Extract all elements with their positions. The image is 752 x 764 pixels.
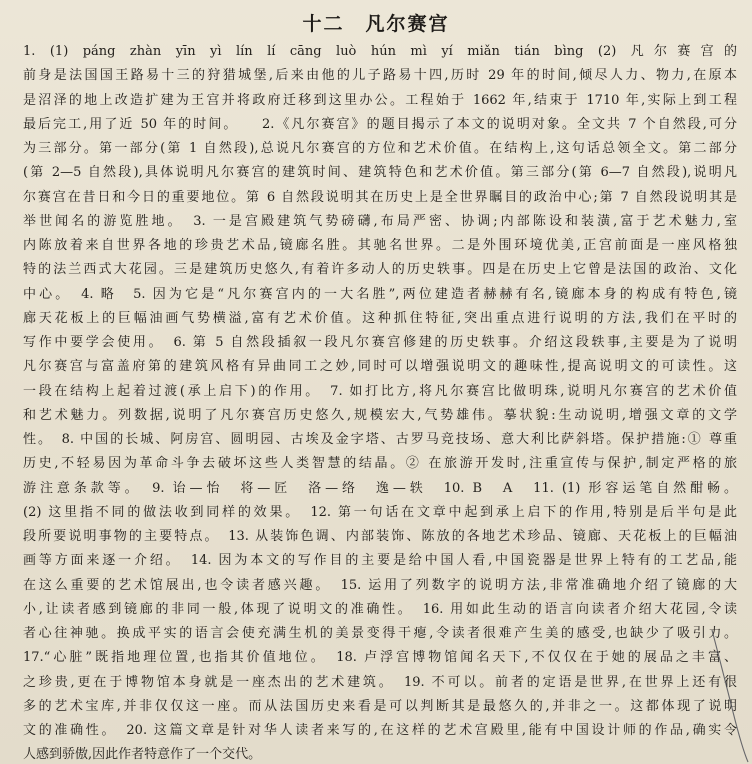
text-line: (第 2—5 自然段),具体说明凡尔赛宫的建筑时间、建筑特色和艺术价值。第三部分(第 6—7 自然段),说明凡 (23, 165, 737, 181)
text-line: 内陈放着来自世界各地的珍贵艺术品,镜廊名胜。其驰名世界。二是外围环境优美,正宫前面是一座风格独 (23, 238, 737, 253)
text-line: 17.“心脏”既指地理位置,也指其价值地位。 18. 卢浮宫博物馆闻名天下,不仅仅在于她的展品之丰富、 (23, 650, 737, 666)
text-line: 举世闻名的游览胜地。 3. 一是宫殿建筑气势磅礴,布局严密、协调;内部陈设和装潢,富于艺术魅力,室 (23, 213, 737, 229)
text-line: 文的准确性。 20. 这篇文章是针对华人读者来写的,在这样的艺术宫殿里,能有中国设计师的作品,确实令 (23, 723, 737, 738)
text-line: 前身是法国国王路易十三的狩猎城堡,后来由他的儿子路易十四,历时 29 年的时间,倾尽人力、物力,在原本 (23, 68, 737, 84)
text-line: 小,让读者感到镜廊的非同一般,体现了说明文的准确性。 16. 用如此生动的语言向读者介绍大花园,令读 (23, 601, 737, 617)
text-line: 是沼泽的地上改造扩建为王宫并将政府迁移到这里办公。工程始于 1662 年,结束于 1710 年,实际上到工程 (23, 92, 737, 108)
text-line: 1. (1) páng zhàn yīn yì lín lí cāng luò hún mì yí miǎn tián bìng (2) 凡尔赛宫的 (23, 44, 737, 59)
text-line: 特的法兰西式大花园。三是建筑历史悠久,有着许多动人的历史轶事。四是在历史上它曾是法国的政治、文化 (23, 262, 737, 278)
text-line: 人感到骄傲,因此作者特意作了一个交代。 (23, 747, 262, 763)
text-line: 一段在结构上起着过渡(承上启下)的作用。 7. 如打比方,将凡尔赛宫比做明珠,说明凡尔赛宫的艺术价值 (23, 383, 737, 399)
text-line: 历史,不轻易因为革命斗争去破坏这些人类智慧的结晶。② 在旅游开发时,注重宣传与保护,制定严格的旅 (23, 456, 737, 472)
text-line: 性。 8. 中国的长城、阿房宫、圆明园、古埃及金字塔、古罗马竞技场、意大利比萨斜塔。保护措施:① 尊重 (23, 432, 737, 447)
text-line: 中心。 4. 略 5. 因为它是“凡尔赛宫内的一大名胜”,两位建造者赫赫有名,镜廊本身的构成有特色,镜 (23, 286, 737, 302)
text-line: 段所要说明事物的主要特点。 13. 从装饰色调、内部装饰、陈放的各地艺术珍品、镜廊、天花板上的巨幅油 (23, 529, 737, 544)
text-line: 者心往神驰。换成平实的语言会使充满生机的美景变得干瘪,令读者很难产生美的感受,也缺少了吸引力。 (23, 626, 737, 641)
text-line: 之珍贵,更在于博物馆本身就是一座杰出的艺术建筑。 19. 不可以。前者的定语是世界,在世界上还有很 (23, 674, 737, 690)
text-line: 为三部分。第一部分(第 1 自然段),总说凡尔赛宫的方位和艺术价值。在结构上,这句话总领全文。第二部分 (23, 141, 737, 156)
text-line: 最后完工,用了近 50 年的时间。 2.《凡尔赛宫》的题目揭示了本文的说明对象。全文共 7 个自然段,可分 (23, 116, 737, 132)
text-line: 廊天花板上的巨幅油画气势横溢,富有艺术价值。这种抓住特征,突出重点进行说明的方法,我们在平时的 (23, 310, 737, 326)
text-line: 写作中要学会使用。 6. 第 5 自然段插叙一段凡尔赛宫修建的历史轶事。介绍这段轶事,主要是为了说明 (23, 335, 737, 350)
text-line: 和艺术魅力。列数据,说明了凡尔赛宫历史悠久,规模宏大,气势雄伟。摹状貌:生动说明,增强文章的文学 (23, 407, 737, 423)
text-line: 在这么重要的艺术馆展出,也令读者感兴趣。 15. 运用了列数字的说明方法,非常准确地介绍了镜廊的大 (23, 577, 737, 593)
text-line: 游注意条款等。 9. 诒—怡 将—匠 洛—络 逸—轶 10. B A 11. (1) 形容运笔自然酣畅。 (23, 480, 737, 496)
text-line: (2) 这里指不同的做法收到同样的效果。 12. 第一句话在文章中起到承上启下的作用,特别是后半句是此 (23, 504, 737, 520)
text-line: 尔赛宫在昔日和今日的重要地位。第 6 自然段说明其在历史上是全世界瞩目的政治中心;第 7 自然段说明其是 (23, 189, 737, 205)
page-title: 十二 凡尔赛宫 (302, 13, 450, 35)
text-line: 画等方面来逐一介绍。 14. 因为本文的写作目的主要是给中国人看,中国瓷器是世界上特有的工艺品,能 (23, 553, 737, 569)
text-line: 多的艺术宝库,并非仅仅这一座。而从法国历史来看是可以判断其是最悠久的,并非之一。这都体现了说明 (23, 698, 737, 714)
text-line: 凡尔赛宫与富盖府第的建筑风格有异曲同工之妙,同时可以增强说明文的趣味性,提高说明文的可读性。这 (23, 359, 737, 375)
